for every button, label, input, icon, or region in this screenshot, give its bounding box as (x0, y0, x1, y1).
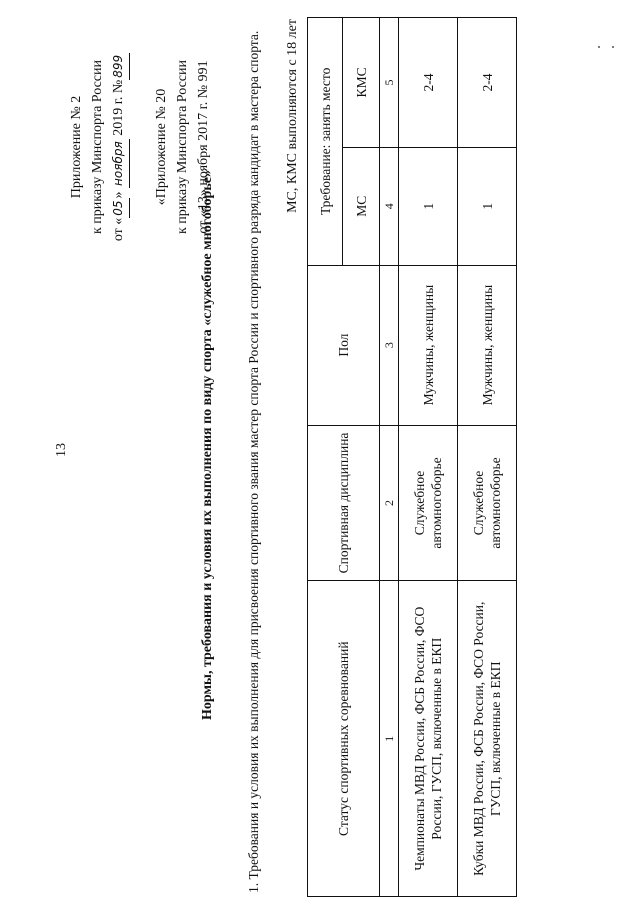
header-ms: МС (343, 147, 380, 265)
column-number-1: 1 (380, 581, 399, 897)
table-row (399, 18, 458, 897)
table-header-row (308, 18, 343, 897)
date-year: 2019 г. № (111, 79, 126, 136)
row-gender: Мужчины, женщины (458, 265, 517, 425)
header-discipline: Спортивная дисциплина (308, 425, 380, 581)
row-kms: 2-4 (399, 18, 458, 148)
column-number-2: 2 (380, 425, 399, 581)
column-number-3: 3 (380, 265, 399, 425)
scan-speck (598, 46, 600, 48)
column-number-4: 4 (380, 147, 399, 265)
row-discipline: Служебное автомногоборье (458, 425, 517, 581)
norms-table (307, 17, 517, 897)
document-title: Нормы, требования и условия их выполнения по виду спорта «служебное многоборье» (200, 170, 215, 720)
header-kms: КМС (343, 18, 380, 148)
header-status: Статус спортивных соревнований (308, 581, 380, 897)
row-gender: Мужчины, женщины (399, 265, 458, 425)
appendix-block (66, 17, 214, 277)
page-number: 13 (54, 443, 69, 457)
row-discipline: Служебное автомногоборье (399, 425, 458, 581)
appendix-line-2: к приказу Минспорта России (90, 60, 105, 234)
date-month: ноября (108, 139, 130, 188)
order-number: 899 (108, 53, 130, 80)
row-kms: 2-4 (458, 18, 517, 148)
table-row (458, 18, 517, 897)
previous-appendix-line-1: «Приложение № 20 (154, 88, 169, 206)
appendix-date-line (108, 17, 130, 277)
previous-appendix-line-3: от «13» ноября 2017 г. № 991 (196, 60, 211, 234)
row-status: Чемпионаты МВД России, ФСБ России, ФСО России, ГУСП, включенные в ЕКП (399, 581, 458, 897)
date-mid: » (111, 191, 126, 199)
header-gender: Пол (308, 265, 380, 425)
date-day: 05 (108, 198, 130, 217)
age-note: МС, КМС выполняются с 18 лет (285, 19, 300, 213)
previous-appendix-line-2: к приказу Минспорта России (175, 60, 190, 234)
header-requirement: Требование: занять место (308, 18, 343, 266)
column-numbers-row (380, 18, 399, 897)
row-status: Кубки МВД России, ФСБ России, ФСО России, ГУСП, включенные в ЕКП (458, 581, 517, 897)
appendix-line-1: Приложение № 2 (69, 95, 84, 199)
date-prefix: от « (111, 217, 126, 242)
scan-speck (612, 46, 614, 48)
row-ms: 1 (458, 147, 517, 265)
column-number-5: 5 (380, 18, 399, 148)
row-ms: 1 (399, 147, 458, 265)
section-paragraph: 1. Требования и условия их выполнения для присвоения спортивного звания мастер спорта России и спортивного разряда кандидат в мастера спорта. (246, 30, 261, 893)
